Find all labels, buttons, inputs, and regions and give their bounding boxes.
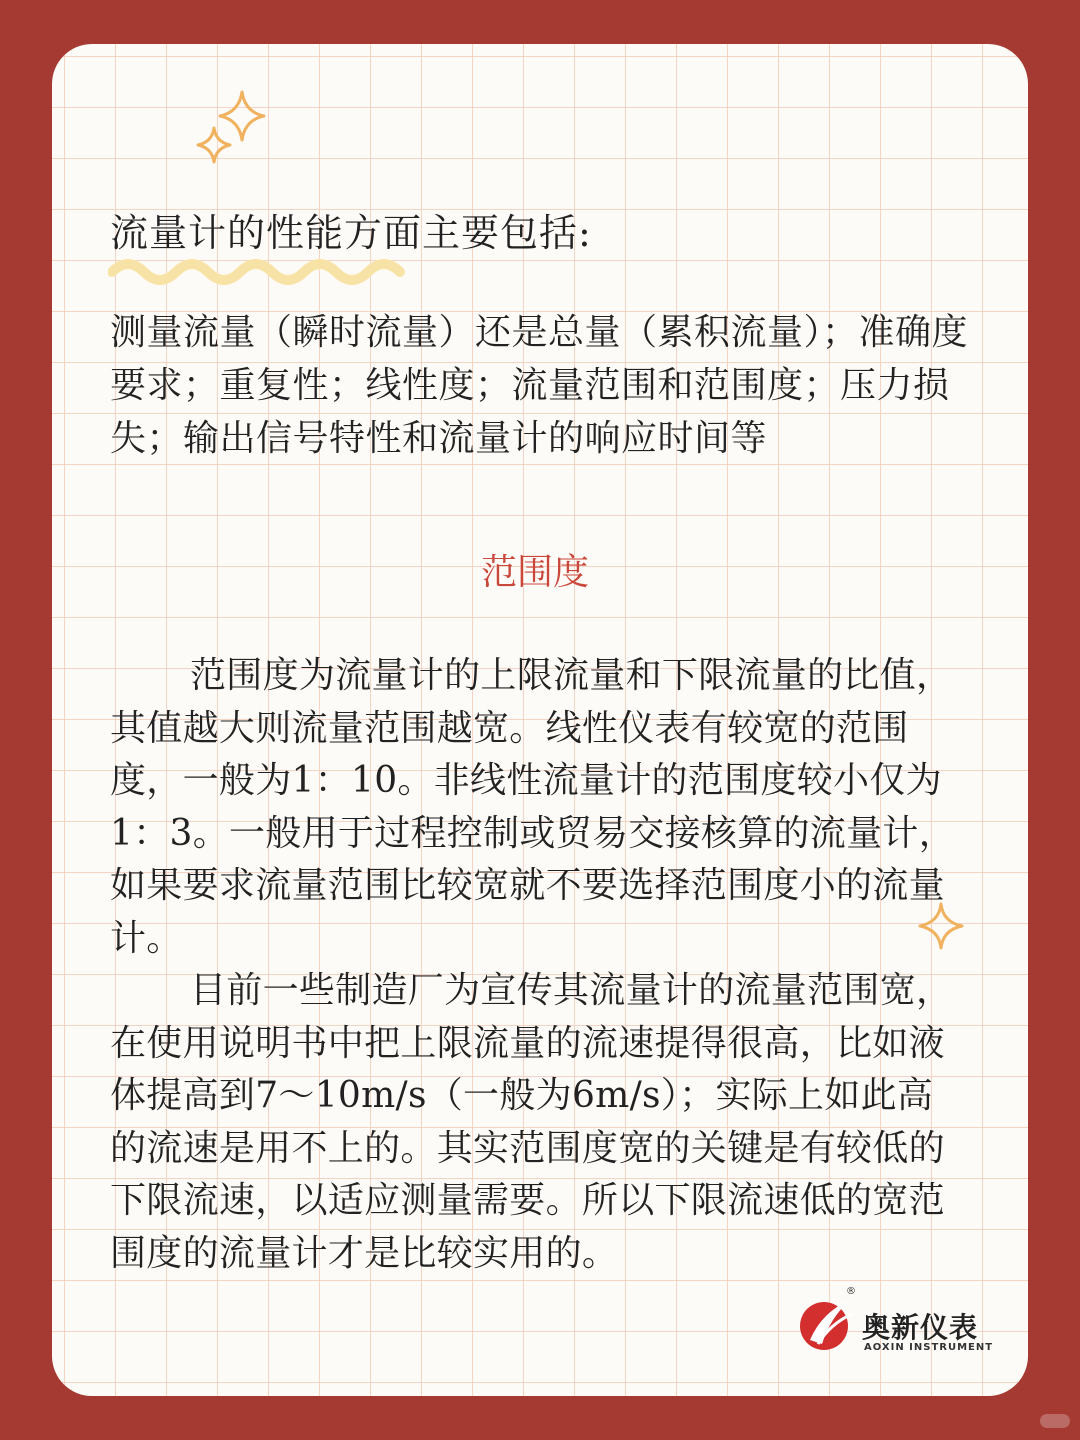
page-heading: 流量计的性能方面主要包括: [110,211,592,255]
section-title: 范围度 [480,552,589,593]
brand-logo [796,1286,996,1364]
paragraph: 范围度为流量计的上限流量和下限流量的比值，其值越大则流量范围越宽。线性仪表有较宽的范围度，一般为1：10。非线性流量计的范围度较小仅为1：3。一般用于过程控制或贸易交接核算的流量计，如果要求流量范围比较宽就不要选择范围度小的流量计。 [110,655,956,959]
sparkle-icon [916,902,966,952]
paragraph: 目前一些制造厂为宣传其流量计的流量范围宽，在使用说明书中把上限流量的流速提得很高，比如液体提高到7～10m/s（一般为6m/s）；实际上如此高的流速是用不上的。其实范围度宽的关键是有较低的下限流速，以适应测量需要。所以下限流速低的宽范围度的流量计才是比较实用的。 [110,970,953,1274]
grid-paper-card [52,44,1028,1396]
section-body [110,650,960,1280]
sparkle-icon [192,90,282,180]
aoxin-logo-icon [796,1294,856,1354]
performance-summary: 测量流量（瞬时流量）还是总量（累积流量）；准确度要求；重复性；线性度；流量范围和范围度；压力损失；输出信号特性和流量计的响应时间等 [110,312,969,459]
registered-mark: ® [846,1286,856,1297]
brand-name-en: AOXIN INSTRUMENT [864,1342,994,1353]
watermark [1040,1414,1070,1428]
squiggle-decoration [108,250,408,290]
brand-name-cn: 奥新仪表 [862,1311,979,1344]
